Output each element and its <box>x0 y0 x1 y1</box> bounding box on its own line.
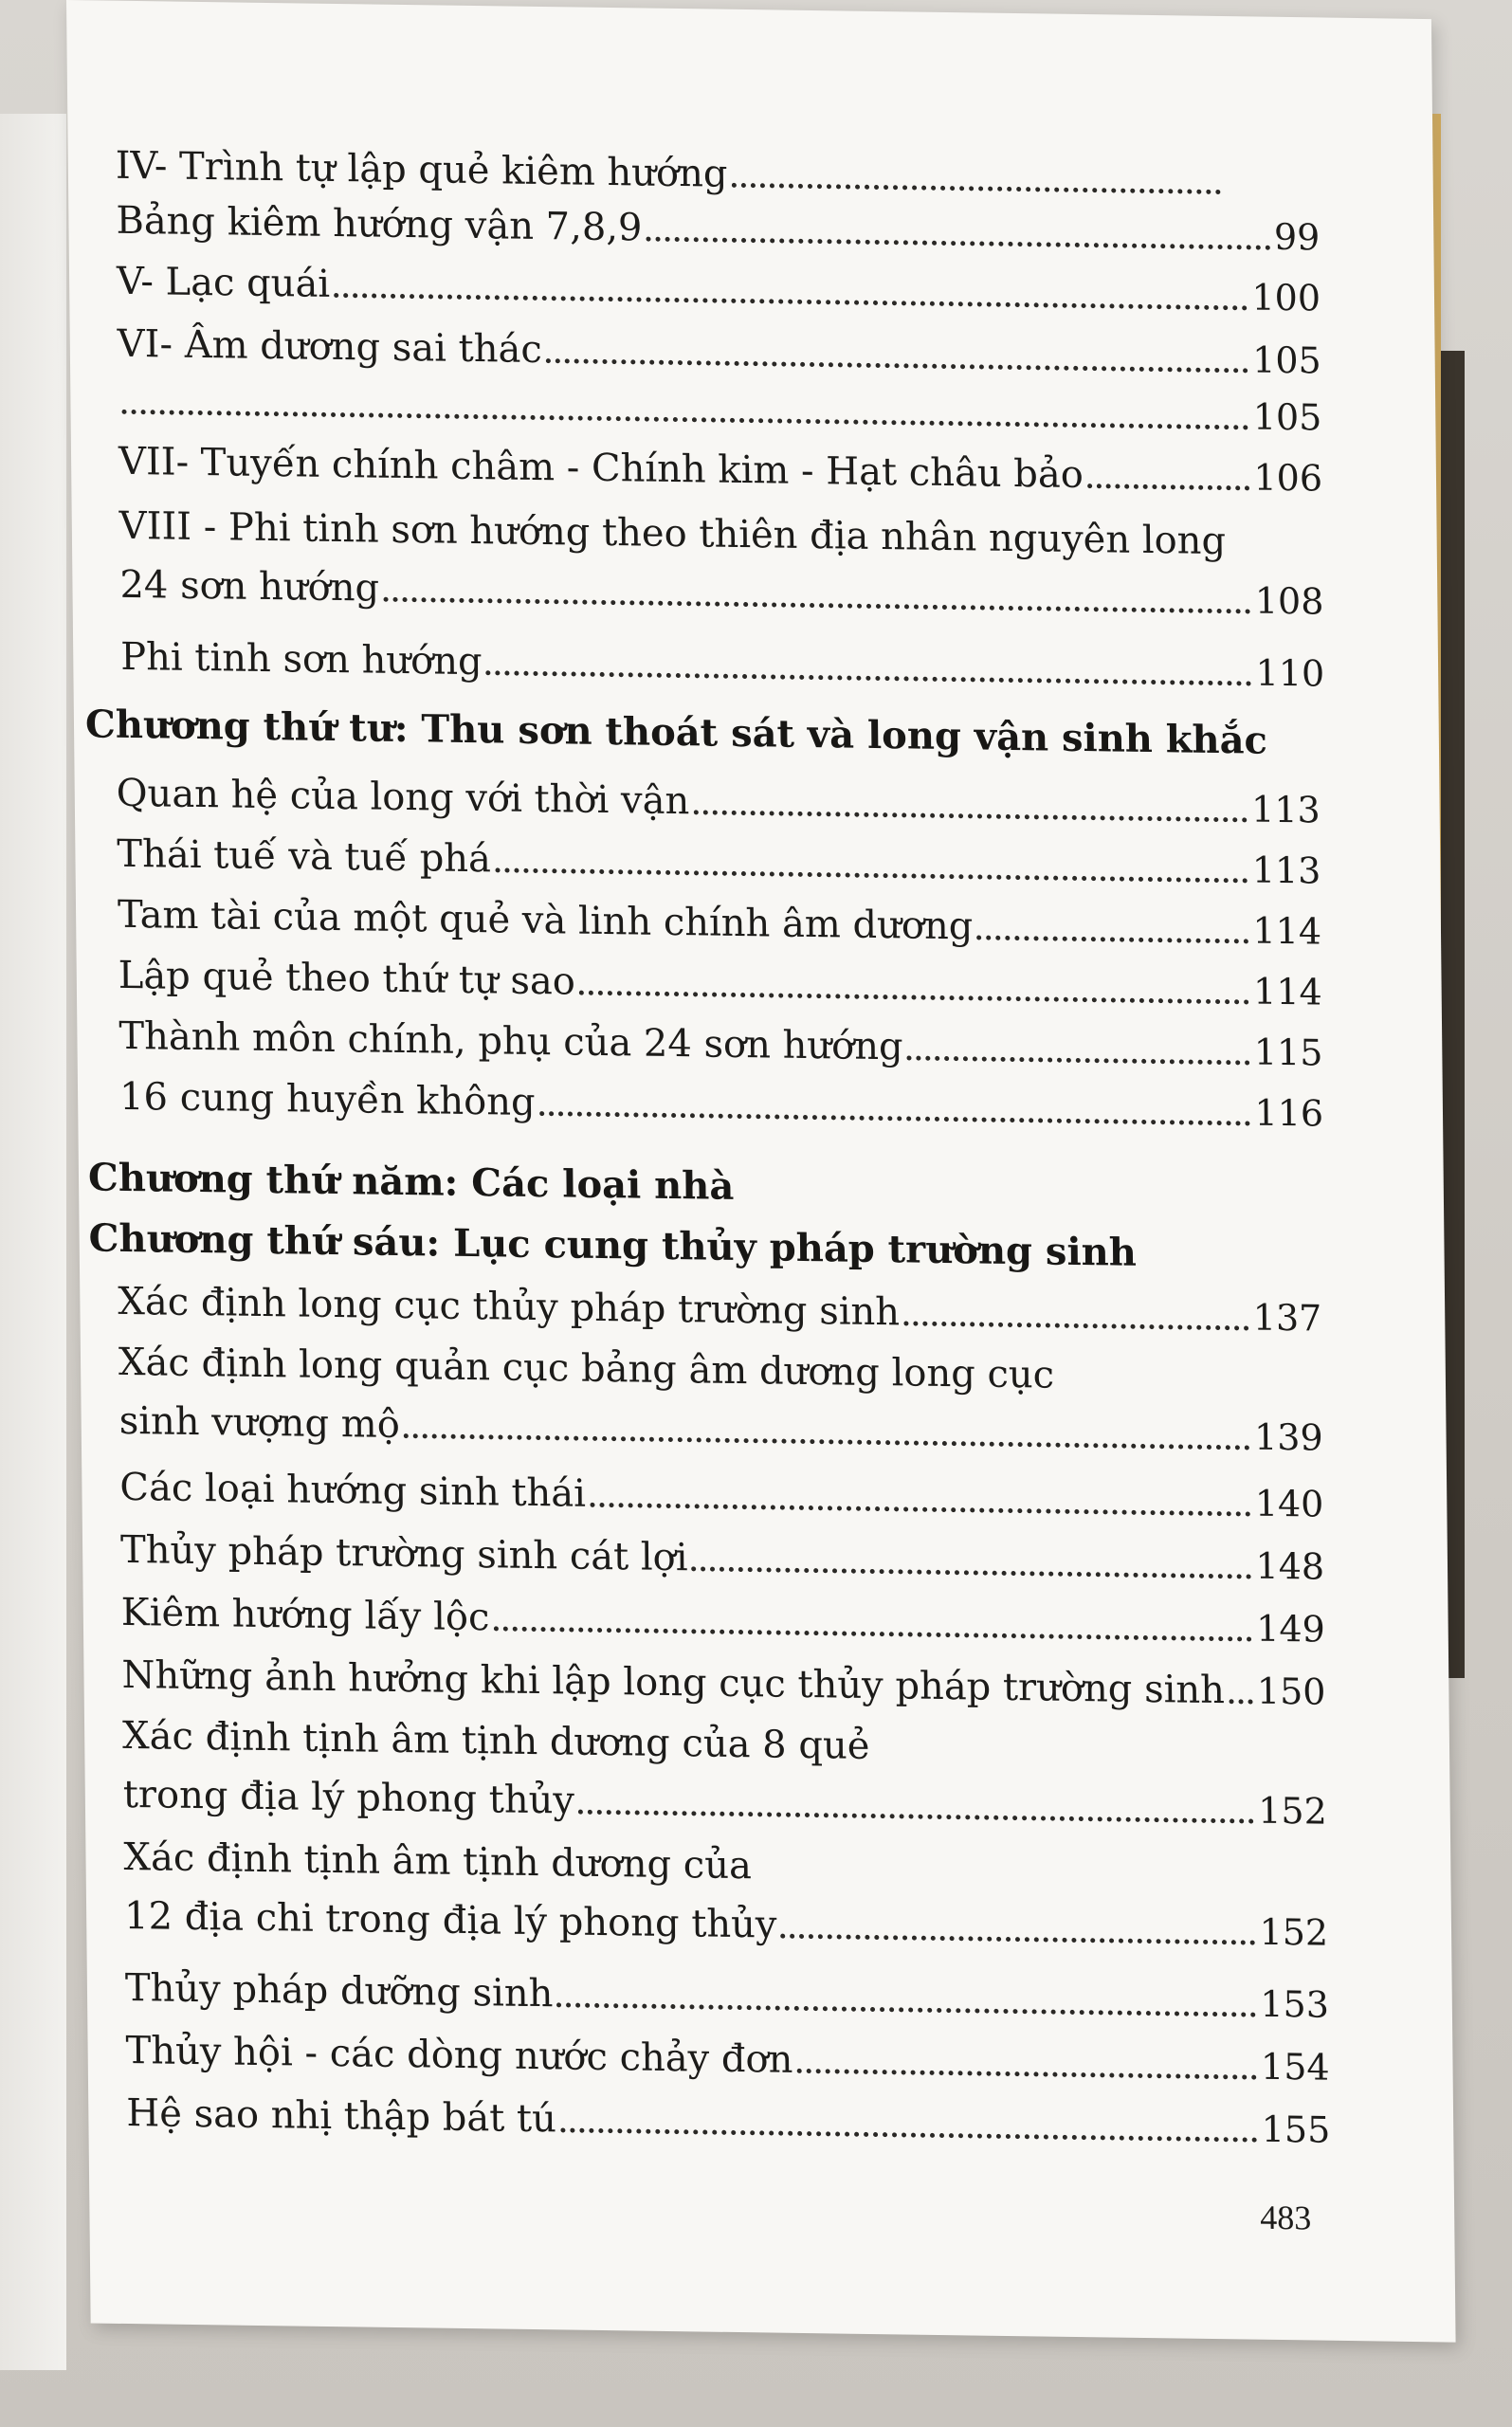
leader-dots <box>493 1626 1252 1641</box>
toc-entry: Hệ sao nhị thập bát tú 155 <box>126 2090 1330 2153</box>
toc-entry: Những ảnh hưởng khi lập long cục thủy pháp trường sinh 150 <box>121 1652 1325 1715</box>
leader-dots <box>1229 1699 1253 1704</box>
page-ref: 105 <box>1252 395 1322 439</box>
chapter-heading: Chương thứ sáu: Lục cung thủy pháp trường sinh <box>88 1215 1138 1275</box>
leader-dots <box>907 1055 1250 1065</box>
leader-dots <box>781 1934 1256 1945</box>
page-ref: 99 <box>1273 215 1321 259</box>
page-ref: 110 <box>1255 651 1325 695</box>
page-ref: 106 <box>1253 456 1323 500</box>
page-ref: 114 <box>1252 909 1322 953</box>
leader-dots <box>495 867 1248 883</box>
toc-entry: Thủy hội - các dòng nước chảy đơn 154 <box>125 2028 1329 2090</box>
page-ref: 149 <box>1255 1607 1325 1651</box>
toc-entry: Thành môn chính, phụ của 24 sơn hướng 115 <box>118 1013 1322 1076</box>
page-ref: 154 <box>1260 2045 1330 2089</box>
leader-dots <box>976 935 1248 943</box>
previous-page-edge <box>0 114 66 2370</box>
page-ref: 115 <box>1253 1031 1323 1074</box>
page-number: 483 <box>1260 2198 1312 2237</box>
leader-dots <box>122 410 1249 430</box>
toc-entry: Thủy pháp dưỡng sinh 153 <box>125 1965 1329 2028</box>
toc-entry: Tam tài của một quẻ và linh chính âm dương 114 <box>118 892 1321 955</box>
leader-dots <box>692 1566 1252 1578</box>
page-ref: 116 <box>1254 1091 1324 1135</box>
leader-dots <box>590 1503 1251 1517</box>
page-ref: 148 <box>1255 1544 1325 1588</box>
toc-entry: IV- Trình tự lập quẻ kiêm hướng <box>116 143 1225 204</box>
toc-entry: Thái tuế và tuế phá 113 <box>117 831 1321 894</box>
page-ref: 105 <box>1251 338 1321 382</box>
toc-entry: VII- Tuyến chính châm - Chính kim - Hạt châu bảo 106 <box>118 439 1322 502</box>
leader-dots <box>486 670 1252 685</box>
leader-dots <box>903 1321 1249 1330</box>
page-ref: 108 <box>1254 579 1324 623</box>
page-ref: 139 <box>1253 1415 1323 1459</box>
toc-entry: Phi tinh sơn hướng 110 <box>120 634 1324 697</box>
leader-dots <box>560 2127 1258 2142</box>
leader-dots <box>556 2002 1256 2016</box>
toc-entry: Thủy pháp trường sinh cát lợi 148 <box>120 1527 1324 1590</box>
toc-entry: Xác định tịnh âm tịnh dương của 8 quẻ trong địa lý phong thủy 152 <box>122 1713 1327 1834</box>
toc-entry <box>118 378 1321 441</box>
toc-entry: Bảng kiêm hướng vận 7,8,9 99 <box>116 198 1320 261</box>
leader-dots <box>578 1810 1254 1824</box>
leader-dots <box>647 237 1271 250</box>
leader-dots <box>732 183 1221 194</box>
leader-dots <box>383 597 1251 614</box>
chapter-heading: Chương thứ tư: Thu sơn thoát sát và long vận sinh khắc <box>84 702 1268 763</box>
leader-dots <box>334 293 1248 310</box>
toc-entry: Kiêm hướng lấy lộc 149 <box>121 1590 1325 1652</box>
toc-entry: VI- Âm dương sai thác 105 <box>118 321 1321 384</box>
toc-entry: Xác định long quản cục bảng âm dương long cục sinh vượng mộ 139 <box>118 1340 1323 1461</box>
toc-entry: Xác định tịnh âm tịnh dương của 12 địa chi trong địa lý phong thủy 152 <box>123 1834 1328 1956</box>
leader-dots <box>796 2069 1257 2080</box>
page-ref: 137 <box>1252 1296 1322 1340</box>
toc-entry: Lập quẻ theo thứ tự sao 114 <box>118 953 1322 1015</box>
page-ref: 150 <box>1256 1670 1326 1713</box>
page-ref: 153 <box>1260 1982 1330 2026</box>
book-page <box>66 0 1456 2343</box>
leader-dots <box>693 810 1248 822</box>
leader-dots <box>579 991 1249 1005</box>
page-ref: 100 <box>1251 276 1321 319</box>
page-ref: 152 <box>1257 1789 1327 1833</box>
toc-entry: V- Lạc quái 100 <box>117 259 1321 321</box>
leader-dots <box>546 358 1249 373</box>
page-ref: 140 <box>1254 1482 1324 1525</box>
leader-dots <box>539 1111 1251 1125</box>
leader-dots <box>1087 484 1250 490</box>
page-ref: 152 <box>1259 1910 1329 1954</box>
toc-entry: Các loại hướng sinh thái 140 <box>119 1465 1323 1527</box>
page-ref: 155 <box>1261 2108 1331 2151</box>
page-ref: 114 <box>1252 970 1322 1013</box>
table-of-contents <box>66 0 1456 2343</box>
leader-dots <box>404 1433 1250 1450</box>
page-ref: 113 <box>1251 849 1321 892</box>
toc-entry: VIII - Phi tinh sơn hướng theo thiên địa nhân nguyên long 24 sơn hướng 108 <box>119 503 1324 625</box>
toc-entry: Quan hệ của long với thời vận 113 <box>117 771 1321 833</box>
chapter-heading: Chương thứ năm: Các loại nhà <box>87 1155 735 1209</box>
toc-entry: Xác định long cục thủy pháp trường sinh 137 <box>118 1279 1321 1341</box>
page-ref: 113 <box>1250 788 1321 831</box>
toc-entry: 16 cung huyền không 116 <box>119 1074 1323 1137</box>
